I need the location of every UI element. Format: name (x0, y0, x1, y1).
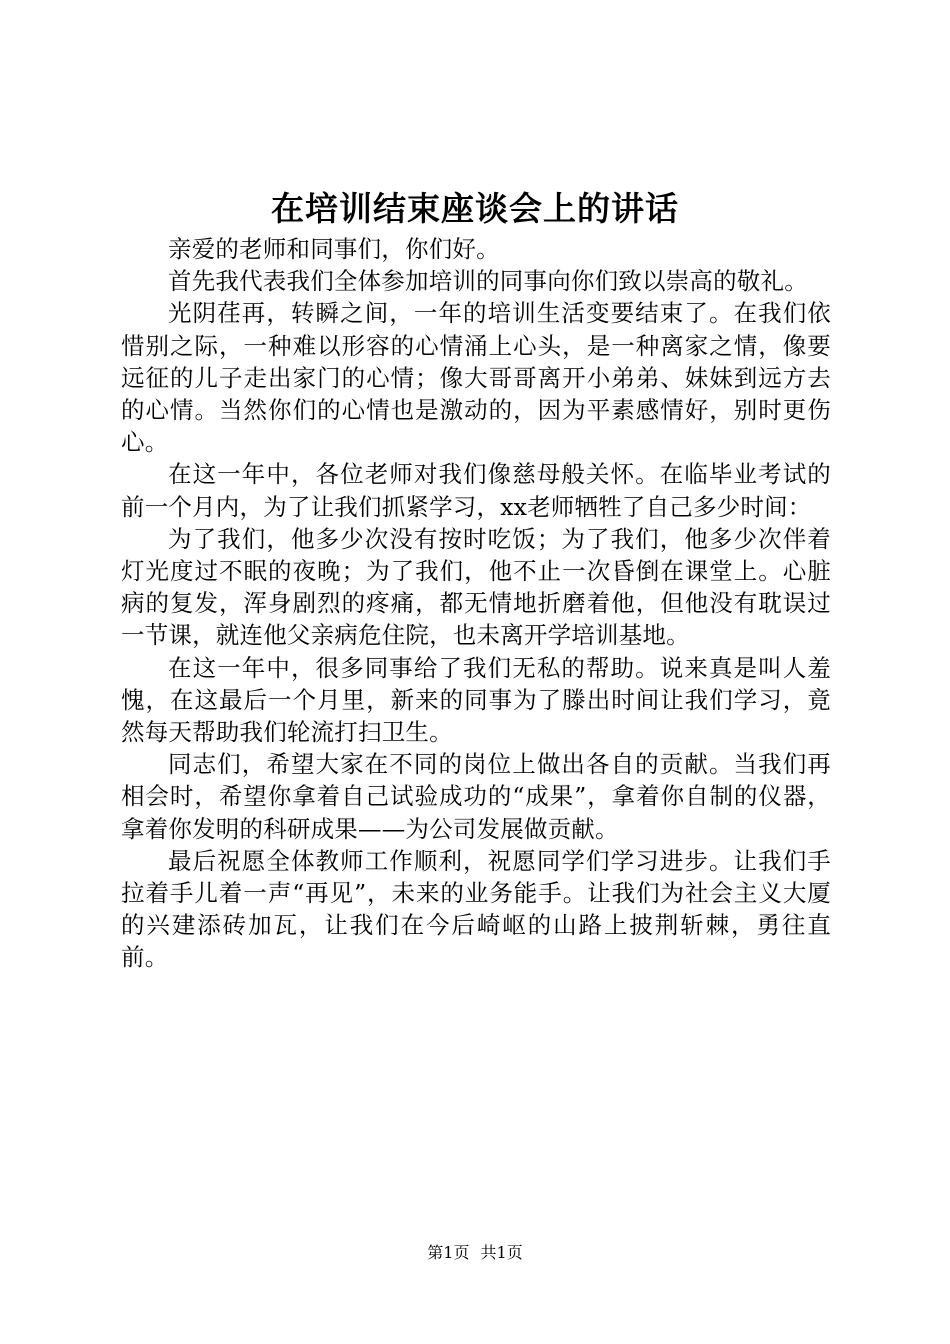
document-body (121, 233, 831, 974)
paragraph-hopes: 同志们，希望大家在不同的岗位上做出各自的贡献。当我们再相会时，希望你拿着自己试验成功的“成果”，拿着你自制的仪器，拿着你发明的科研成果——为公司发展做贡献。 (121, 750, 831, 843)
paragraph-closing: 最后祝愿全体教师工作顺利，祝愿同学们学习进步。让我们手拉着手儿着一声“再见”，未来的业务能手。让我们为社会主义大厦的兴建添砖加瓦，让我们在今后崎岖的山路上披荆斩棘，勇往直前。 (121, 846, 831, 972)
page-total: 共1页 (480, 1243, 523, 1262)
paragraph-teachers: 在这一年中，各位老师对我们像慈母般关怀。在临毕业考试的前一个月内，为了让我们抓紧学习，xx老师牺牲了自己多少时间： (121, 460, 831, 521)
document-title: 在培训结束座谈会上的讲话 (271, 189, 679, 228)
page-footer (0, 1241, 950, 1265)
paragraph-greeting: 亲爱的老师和同事们，你们好。 (168, 235, 500, 263)
paragraph-farewell: 光阴荏再，转瞬之间，一年的培训生活变要结束了。在我们依惜别之际，一种难以形容的心情涌上心头，是一种离家之情，像要远征的儿子走出家门的心情；像大哥哥离开小弟弟、妹妹到远方去的心情。当然你们的心情也是激动的，因为平素感情好，别时更伤心。 (121, 299, 831, 457)
paragraph-salute: 首先我代表我们全体参加培训的同事向你们致以崇高的敬礼。 (168, 267, 808, 296)
paragraph-colleagues: 在这一年中，很多同事给了我们无私的帮助。说来真是叫人羞愧，在这最后一个月里，新来的同事为了滕出时间让我们学习，竟然每天帮助我们轮流打扫卫生。 (121, 653, 831, 747)
paragraph-sacrifice: 为了我们，他多少次没有按时吃饭；为了我们，他多少次伴着灯光度过不眠的夜晚；为了我们，他不止一次昏倒在课堂上。心脏病的复发，浑身剧烈的疼痛，都无情地折磨着他，但他没有耽误过一节课，就连他父亲病危住院，也未离开学培训基地。 (121, 524, 831, 650)
page-number: 第1页 (427, 1243, 470, 1262)
